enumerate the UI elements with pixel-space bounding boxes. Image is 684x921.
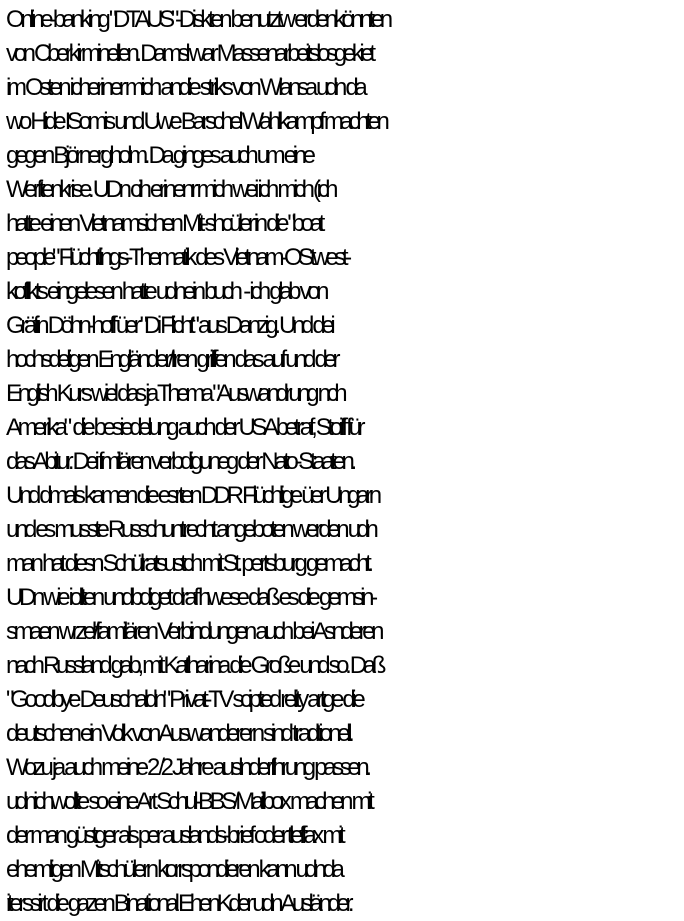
text-line: "Goodbye Deuschaldn" Privat-TV scipted relity artge die bbox=[6, 686, 362, 713]
body-text bbox=[6, 3, 684, 921]
text-line: iterssirt die gazen Binational EhenKder udn Ausländer. bbox=[6, 890, 351, 917]
text-line: UDn wie iollten undbdiget draf hwese daß es die gemsin- bbox=[6, 584, 374, 611]
text-line: ehemligen Mitschülern korrspondieren kann udnda bbox=[6, 856, 341, 883]
text-line: von Cberkirminellen. Damsl war Massenarbeitslosgekiet bbox=[6, 40, 372, 67]
text-line: und es musste Russchuntrecht angeboten werden udn bbox=[6, 516, 375, 543]
text-line: smaen wrzel/familären Verbindungen auch bei Asnderen bbox=[6, 618, 381, 645]
text-line: Gräfin Döhn-hoff üer "Di Flicht" aus Danzig. Und dei bbox=[6, 312, 332, 339]
text-line: English Kurs wiel das ja Thema "Auswandrung nch bbox=[6, 380, 344, 407]
text-line: das Abitur. Dei fmilären verbdiguneg der Nato-Staaten. bbox=[6, 448, 353, 475]
text-line: im Osten icheriner mich andie striks von Wlansa udn da bbox=[6, 74, 364, 101]
text-line: koflikts eingelesen hatte udnein buch - ich glab von bbox=[6, 278, 326, 305]
text-line: people" Flüchtlings-Thematik des Vietnam-OStwest- bbox=[6, 244, 348, 271]
text-line: nach Russland gab, mit Katharina die Große und so. Daß bbox=[6, 652, 383, 679]
text-line: Werftenkrise. UDn cih erinenr mich wei ich mich (ich bbox=[6, 176, 335, 203]
text-line: deutschen ein Volk von Auswanderern sind tradtionell. bbox=[6, 720, 351, 747]
text-line: gegen Björnergholm. Da ginges auch um eine bbox=[6, 142, 312, 169]
text-line: Und dmals kamen die esrten DDR Flüchlige üer Ungarn bbox=[6, 482, 378, 509]
text-line: udnichwollte so eine Art Schul-BBS/Mailbox machen mit bbox=[6, 788, 371, 815]
text-line: hochsdeligen Engländer/Iren griffen das auf und der bbox=[6, 346, 337, 373]
text-line: der man güstger als per auslands-brief oder tleffax mit bbox=[6, 822, 342, 849]
text-line: Online-banking "DTAUS"-Diskten benutztw erdenkönnten bbox=[6, 6, 389, 33]
text-line: wo Hide ISomis und Uwe Barschel Wahlkampf machten bbox=[6, 108, 386, 135]
text-line: Wozu ja auch meine 2 /2 Jahre auslnderfhrung passen. bbox=[6, 754, 368, 781]
text-line: hatte einen Vietnamsichen Mit-shcüler in die "boat bbox=[6, 210, 321, 237]
text-line: man hat diesn Schülratsustch mit St. pertsburg gemacht. bbox=[6, 550, 370, 577]
text-line: Amerika" die besiedelung auch der USA betraf, Stoiff für bbox=[6, 414, 362, 441]
